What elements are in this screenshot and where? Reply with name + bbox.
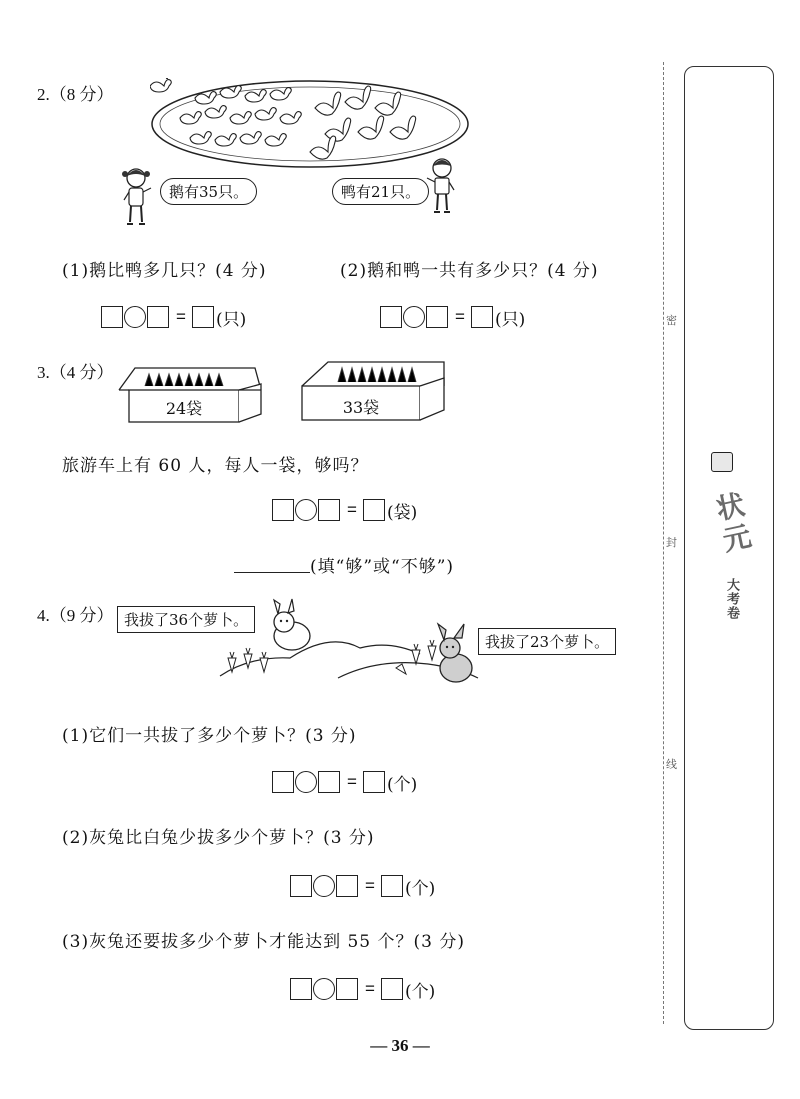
- result-box[interactable]: [471, 306, 493, 328]
- unit-label: (只): [494, 309, 526, 330]
- answer-box[interactable]: [290, 875, 312, 897]
- answer-box[interactable]: [272, 499, 294, 521]
- box-label: 33袋: [342, 398, 380, 417]
- brand-subtitle: 大考卷: [724, 578, 739, 620]
- operator-circle[interactable]: [313, 875, 335, 897]
- q2-sub2-text: (2)鹅和鸭一共有多少只？(4 分): [340, 261, 599, 281]
- q4-sub3-equation: [290, 976, 435, 1002]
- unit-label: (袋): [386, 502, 418, 523]
- q3-number: 3.（4 分）: [37, 363, 114, 382]
- answer-box[interactable]: [318, 499, 340, 521]
- operator-circle[interactable]: [124, 306, 146, 328]
- q2-bubble-geese: 鹅有35只。: [160, 178, 257, 205]
- unit-label: (个): [404, 878, 436, 899]
- rabbits-illustration: [218, 596, 480, 694]
- q2-number: 2.（8 分）: [37, 85, 114, 104]
- unit-label: (个): [386, 774, 418, 795]
- q4-bubble-white-rabbit: 我拔了36个萝卜。: [117, 606, 255, 633]
- answer-box[interactable]: [380, 306, 402, 328]
- q4-sub1-text: (1)它们一共拔了多少个萝卜？(3 分): [62, 726, 357, 746]
- brand-logo-icon: [711, 452, 733, 472]
- binding-char-xian: 线: [666, 758, 677, 771]
- result-box[interactable]: [381, 978, 403, 1000]
- answer-box[interactable]: [336, 875, 358, 897]
- result-box[interactable]: [381, 875, 403, 897]
- unit-label: (只): [215, 309, 247, 330]
- answer-box[interactable]: [147, 306, 169, 328]
- box-33-bags: [298, 356, 448, 424]
- q3-fill-hint: (填“够”或“不够”): [310, 557, 455, 577]
- q2-bubble-ducks: 鸭有21只。: [332, 178, 429, 205]
- equals-sign: =: [365, 876, 375, 895]
- answer-box[interactable]: [318, 771, 340, 793]
- operator-circle[interactable]: [313, 978, 335, 1000]
- equals-sign: =: [365, 979, 375, 998]
- pond-illustration: [150, 78, 470, 170]
- brand-title: 状元: [709, 489, 756, 559]
- q3-answer-blank[interactable]: [234, 572, 310, 573]
- answer-box[interactable]: [336, 978, 358, 1000]
- binding-dashed-line: [663, 62, 664, 1024]
- q4-sub2-text: (2)灰兔比白兔少拔多少个萝卜？(3 分): [62, 828, 375, 848]
- equals-sign: =: [347, 500, 357, 519]
- box-24-bags: [115, 360, 265, 426]
- binding-char-mi: 密: [666, 314, 677, 327]
- result-box[interactable]: [363, 771, 385, 793]
- unit-label: (个): [404, 981, 436, 1002]
- q4-sub2-equation: [290, 873, 435, 899]
- page-number: — 36 —: [370, 1036, 430, 1055]
- operator-circle[interactable]: [403, 306, 425, 328]
- operator-circle[interactable]: [295, 771, 317, 793]
- q4-number: 4.（9 分）: [37, 606, 114, 625]
- answer-box[interactable]: [426, 306, 448, 328]
- q4-sub3-text: (3)灰兔还要拔多少个萝卜才能达到 55 个？(3 分): [62, 932, 466, 952]
- result-box[interactable]: [192, 306, 214, 328]
- q2-sub2-equation: [380, 304, 525, 330]
- q3-equation: [272, 497, 417, 523]
- boy-figure: [424, 156, 460, 218]
- equals-sign: =: [455, 307, 465, 326]
- equals-sign: =: [176, 307, 186, 326]
- q2-sub1-text: (1)鹅比鸭多几只？(4 分): [62, 261, 267, 281]
- girl-figure: [120, 166, 156, 228]
- answer-box[interactable]: [290, 978, 312, 1000]
- equals-sign: =: [347, 772, 357, 791]
- box-label: 24袋: [165, 399, 203, 418]
- answer-box[interactable]: [272, 771, 294, 793]
- answer-box[interactable]: [101, 306, 123, 328]
- q4-bubble-gray-rabbit: 我拔了23个萝卜。: [478, 628, 616, 655]
- operator-circle[interactable]: [295, 499, 317, 521]
- result-box[interactable]: [363, 499, 385, 521]
- binding-char-feng: 封: [666, 536, 677, 549]
- q4-sub1-equation: [272, 769, 417, 795]
- q3-question-text: 旅游车上有 60 人，每人一袋，够吗？: [62, 456, 369, 476]
- q2-sub1-equation: [101, 304, 246, 330]
